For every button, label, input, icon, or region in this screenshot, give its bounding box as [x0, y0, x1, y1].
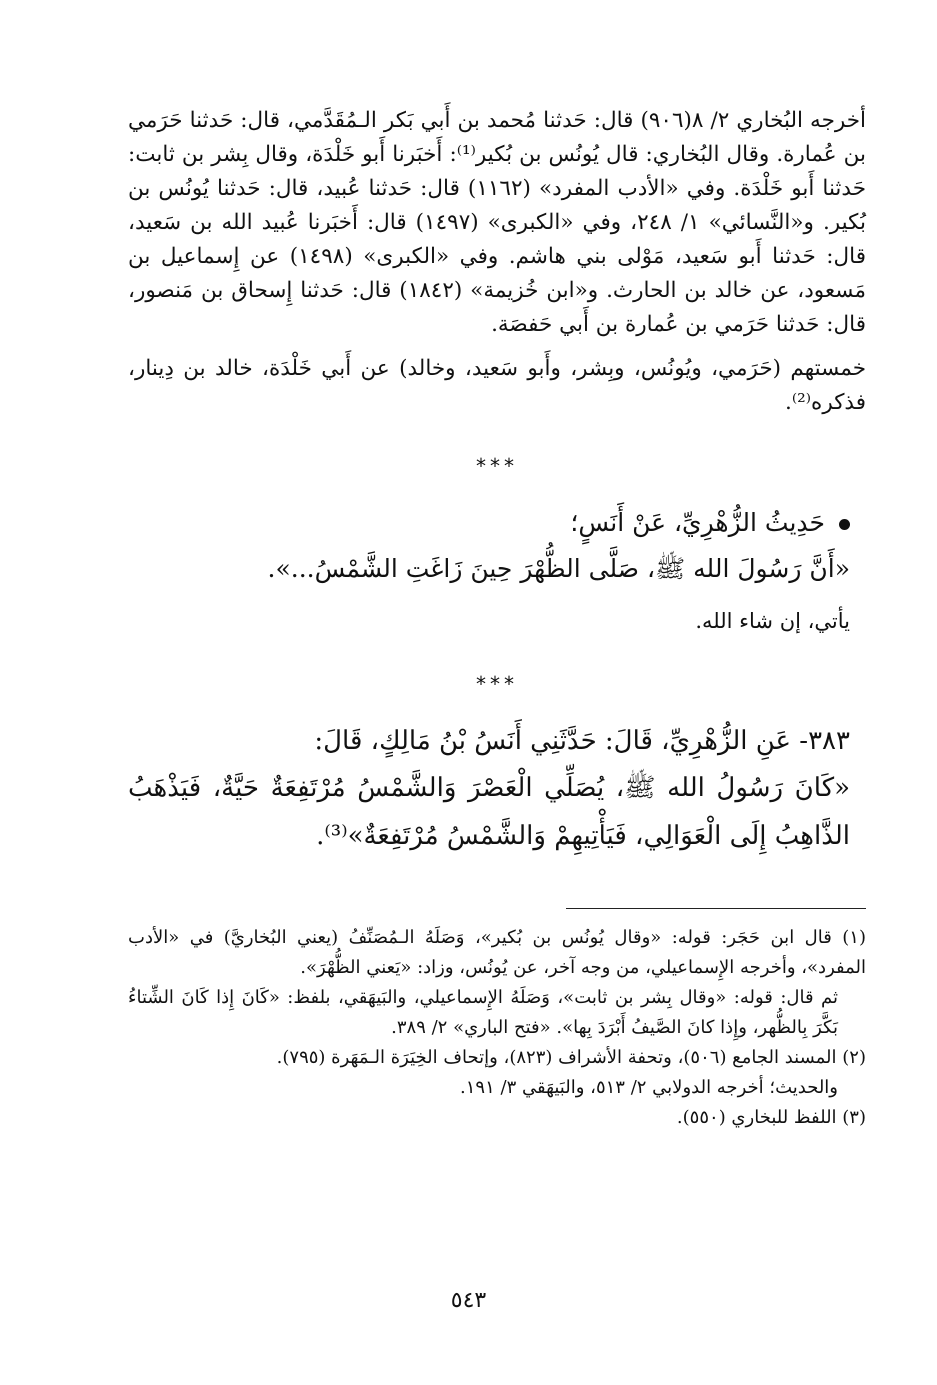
hadith-heading — [128, 500, 866, 546]
section-separator-2: *** — [476, 672, 518, 696]
footnote-divider — [566, 908, 866, 909]
paragraph-summary: خمستهم (حَرَمي، ويُونُس، وبِشر، وأَبو سَعيد، وخالد) عن أَبي خَلْدَة، خالد بن دِينار، فذكره⁽²⁾. — [128, 356, 866, 415]
footnote-1: (١) قال ابن حَجَر: قوله: «وقال يُونُس بن بُكير»، وَصَلَهُ الـمُصَنِّفُ (يعني البُخاريَّ) في «الأدب المفرد»، وأخرجه الإِسماعيلي، من وجه آخر، عن يُونُس، وزاد: «يَعني الظُّهْرَ». — [128, 927, 866, 978]
section-separator: *** — [476, 454, 518, 478]
cross-reference-note: يأتي، إن شاء الله. — [695, 609, 850, 633]
footnote-1-continued: ثم قال: قوله: «وقال بِشر بن ثابت»، وَصَلَهُ الإِسماعيلي، والبَيهَقي، بلفظ: «كَانَ إِذا كَانَ الشِّتاءُ بَكَّرَ بِالظُّهر، وإِذا كانَ الصَّيفُ أَبْرَدَ بِها». «فتح الباري» ٢/ ٣٨٩. — [128, 987, 838, 1038]
hadith-quote: «أَنَّ رَسُولَ الله ﷺ، صَلَّى الظُّهْرَ حِينَ زَاغَتِ الشَّمْسُ...». — [267, 554, 850, 583]
hadith-heading-text: حَدِيثُ الزُّهْرِيِّ، عَنْ أَنَسٍ؛ — [570, 508, 825, 537]
page-body — [128, 104, 866, 1133]
footnote-3: (٣) اللفظ للبخاري (٥٥٠). — [676, 1107, 866, 1128]
bullet-icon — [839, 519, 850, 530]
hadith-text: «كَانَ رَسُولُ الله ﷺ، يُصَلِّي الْعَصْرَ وَالشَّمْسُ مُرْتَفِعَةٌ حَيَّةٌ، فَيَذْهَبُ الذَّاهِبُ إِلَى الْعَوَالِي، فَيَأْتِيهِمْ وَالشَّمْسُ مُرْتَفِعَةٌ»⁽³⁾. — [128, 773, 850, 851]
hadith-number-line: ٣٨٣- عَنِ الزُّهْرِيِّ، قَالَ: حَدَّثَنِي أَنَسُ بْنُ مَالِكٍ، قَالَ: — [314, 726, 850, 756]
footnote-2: (٢) المسند الجامع (٥٠٦)، وتحفة الأشراف (٨٢٣)، وإتحاف الخِيَرَة الـمَهَرة (٧٩٥). — [276, 1047, 866, 1068]
page-number: ٥٤٣ — [450, 1288, 487, 1313]
footnote-2-continued: والحديث؛ أخرجه الدولابي ٢/ ٥١٣، والبَيهَقي ٣/ ١٩١. — [460, 1077, 838, 1098]
paragraph-takhrij: أخرجه البُخاري ٢/ ٨(٩٠٦) قال: حَدثنا مُحمد بن أَبي بَكر الـمُقَدَّمي، قال: حَدثنا حَرَمي بن عُمارة. وقال البُخاري: قال يُونُس بن بُكير⁽¹⁾: أَخبَرنا أَبو خَلْدَة، وقال بِشر بن ثابت: حَدثنا أَبو خَلْدَة. وفي «الأدب المفرد» (١١٦٢) قال: حَدثنا عُبيد، قال: حَدثنا يُونُس بن بُكير. و«النَّسائي» ١/ ٢٤٨، وفي «الكبرى» (١٤٩٧) قال: أَخبَرنا عُبيد الله بن سَعيد، قال: حَدثنا أَبو سَعيد، مَوْلى بني هاشم. وفي «الكبرى» (١٤٩٨) عن إِسماعيل بن مَسعود، عن خالد بن الحارث. و«ابن خُزيمة» (١٨٤٢) قال: حَدثنا إِسحاق بن مَنصور، قال: حَدثنا حَرَمي بن عُمارة بن أَبي حَفصَة. — [128, 108, 867, 337]
